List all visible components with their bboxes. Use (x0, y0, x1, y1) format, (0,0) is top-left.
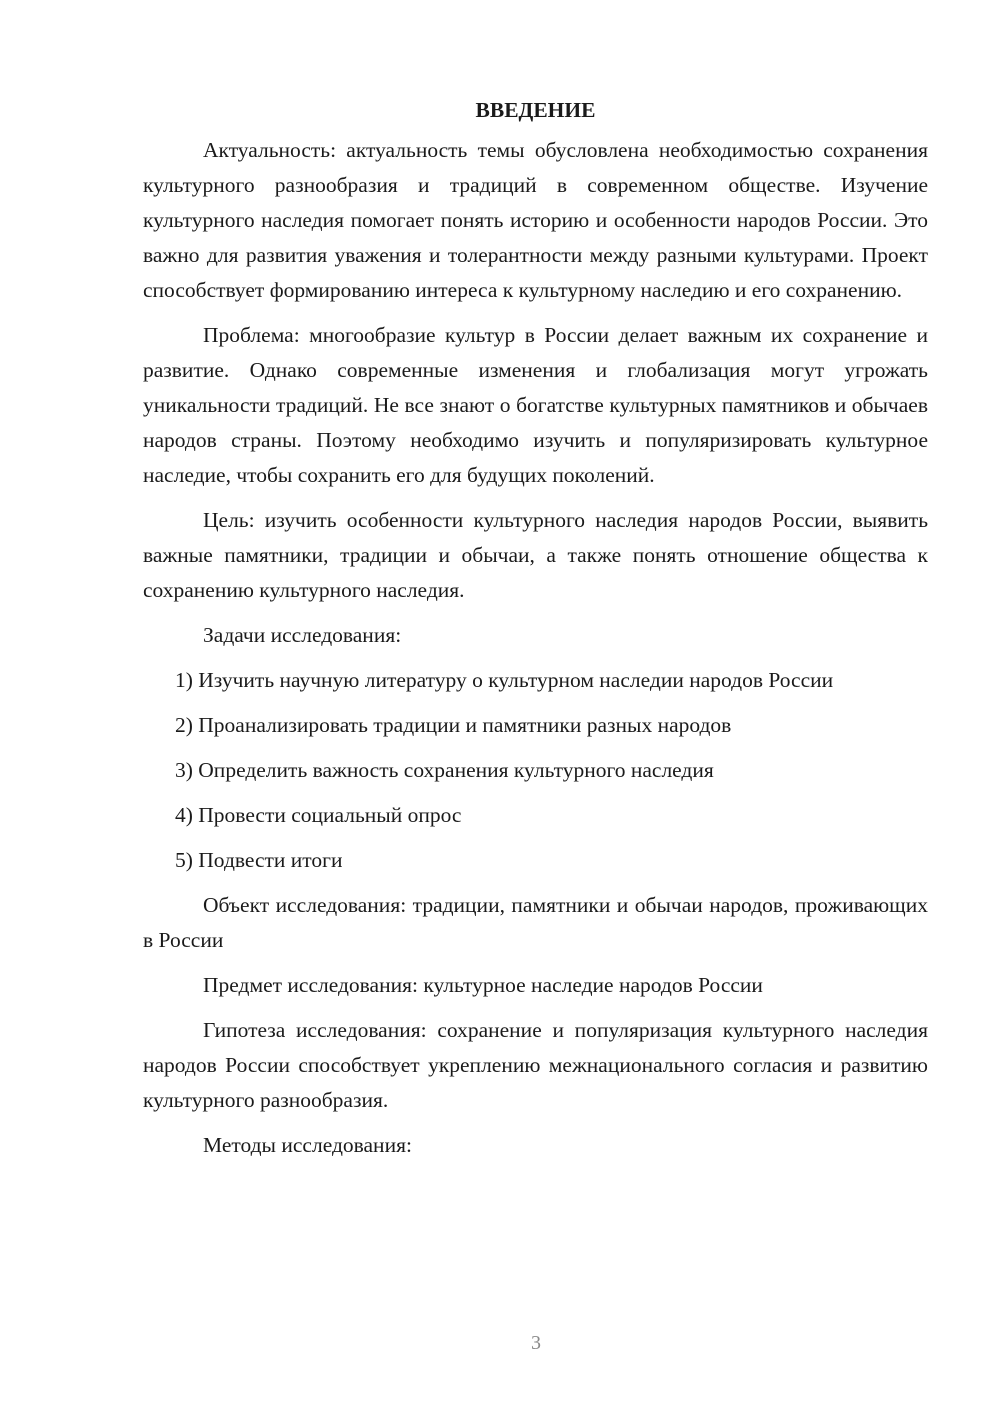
page-number: 3 (531, 1332, 541, 1354)
task-item-1: 1) Изучить научную литературу о культурном наследии народов России (175, 668, 834, 692)
task-item-4: 4) Провести социальный опрос (175, 803, 462, 827)
section-heading: ВВЕДЕНИЕ (475, 98, 596, 122)
problem-paragraph: Проблема: многообразие культур в России делает важным их сохранение и развитие. Однако современные изменения и глобализация могут угрожать уникальности традиций. Не все знают о богатстве культурных памятников и обычаев народов страны. Поэтому необходимо изучить и популяризировать культурное наследие, чтобы сохранить его для будущих поколений. (143, 323, 928, 487)
subject-paragraph: Предмет исследования: культурное наследие народов России (203, 973, 763, 997)
task-item-2: 2) Проанализировать традиции и памятники разных народов (175, 713, 732, 737)
tasks-title: Задачи исследования: (203, 623, 402, 647)
relevance-paragraph: Актуальность: актуальность темы обусловлена необходимостью сохранения культурного разнообразия и традиций в современном обществе. Изучение культурного наследия помогает понять историю и особенности народов России. Это важно для развития уважения и толерантности между разными культурами. Проект способствует формированию интереса к культурному наследию и его сохранению. (143, 138, 928, 302)
hypothesis-paragraph: Гипотеза исследования: сохранение и популяризация культурного наследия народов России способствует укреплению межнационального согласия и развитию культурного разнообразия. (143, 1018, 928, 1112)
methods-title: Методы исследования: (203, 1133, 412, 1157)
task-item-5: 5) Подвести итоги (175, 848, 343, 872)
object-paragraph: Объект исследования: традиции, памятники и обычаи народов, проживающих в России (143, 893, 928, 952)
page-content (143, 93, 928, 1173)
goal-paragraph: Цель: изучить особенности культурного наследия народов России, выявить важные памятники, традиции и обычаи, а также понять отношение общества к сохранению культурного наследия. (143, 508, 928, 602)
task-item-3: 3) Определить важность сохранения культурного наследия (175, 758, 714, 782)
